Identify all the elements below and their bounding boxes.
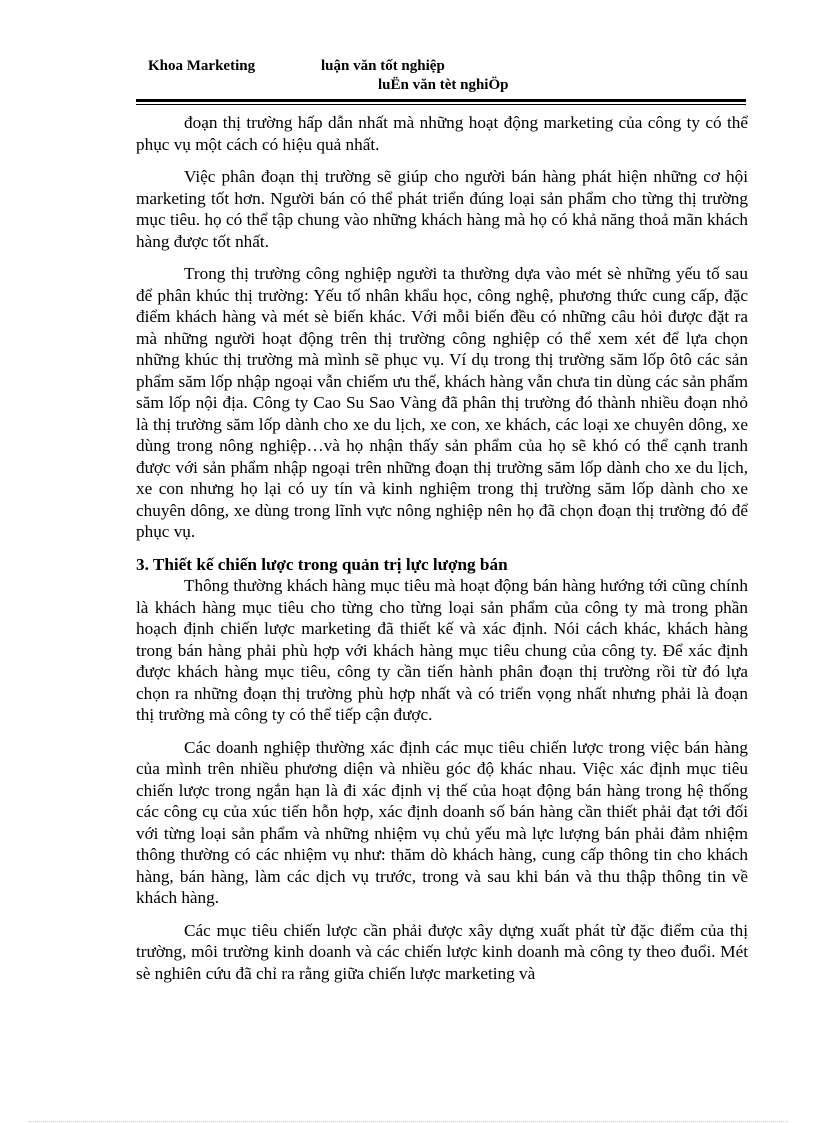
- paragraph-6: Các mục tiêu chiến lược cần phải được xây dựng xuất phát từ đặc điểm của thị trường, môi trường kinh doanh và các chiến lược kinh doanh mà công ty theo đuổi. Mét sè nghiên cứu đã chỉ ra rằng giữa chiến lược marketing và: [136, 920, 748, 983]
- header-title: luận văn tốt nghiệp: [321, 58, 445, 74]
- paragraph-1: đoạn thị trường hấp dẫn nhất mà những hoạt động marketing của công ty có thể phục vụ một cách có hiệu quả nhất.: [136, 113, 748, 154]
- header-rule-thin: [136, 104, 746, 105]
- paragraph-5: Các doanh nghiệp thường xác định các mục tiêu chiến lược trong việc bán hàng của mình trên nhiều phương diện và nhiều góc độ khác nhau. Việc xác định mục tiêu chiến lược trong ngắn hạn là đi xác định vị thế của hoạt động bán hàng trong hệ thống các công cụ của xúc tiến hỗn hợp, xác định doanh số bán hàng cần thiết phải đạt tới đối với từng loại sản phẩm và những nhiệm vụ chủ yếu mà lực lượng bán phải đảm nhiệm thông thường có các nhiệm vụ như: thăm dò khách hàng, cung cấp thông tin cho khách hàng, bán hàng, làm các dịch vụ trước, trong và sau khi bán và thu thập thông tin về khách hàng.: [136, 737, 748, 907]
- paragraph-4: Thông thường khách hàng mục tiêu mà hoạt động bán hàng hướng tới cũng chính là khách hàng mục tiêu cho từng cho từng loại sản phẩm của công ty mà trong phần hoạch định chiến lược marketing đã thiết kế và xác định. Nói cách khác, khách hàng trong bán hàng phải phù hợp với khách hàng mục tiêu chung của công ty. Để xác định được khách hàng mục tiêu, công ty cần tiến hành phân đoạn thị trường rồi từ đó lựa chọn ra những đoạn thị trường phù hợp nhất và có triển vọng nhất nhưng phải là đoạn thị trường mà công ty có thể tiếp cận được.: [136, 576, 748, 724]
- page-header: [148, 56, 748, 100]
- header-subtitle: luËn văn tèt nghiÖp: [378, 77, 509, 93]
- section-heading: 3. Thiết kế chiến lược trong quản trị lực lượng bán: [136, 554, 508, 574]
- page-bottom-border: [28, 1121, 788, 1122]
- paragraph-2: Việc phân đoạn thị trường sẽ giúp cho người bán hàng phát hiện những cơ hội marketing tốt hơn. Người bán có thể phát triển đúng loại sản phẩm cho từng thị trường mục tiêu. họ có thể tập chung vào những khách hàng mà họ có khả năng thoả mãn khách hàng được tốt nhất.: [136, 167, 748, 251]
- header-rule-thick: [136, 99, 746, 102]
- body-text: [136, 112, 748, 995]
- paragraph-3: Trong thị trường công nghiệp người ta thường dựa vào mét sè những yếu tố sau để phân khúc thị trường: Yếu tố nhân khẩu học, công nghệ, phương thức cung cấp, đặc điểm khách hàng và mét sè biến khác. Với mỗi biến đều có những câu hỏi được đặt ra mà những người hoạt động trên thị trường công nghiệp có thể xem xét để lựa chọn những khúc thị trường mà mình sẽ phục vụ. Ví dụ trong thị trường săm lốp ôtô các sản phẩm săm lốp nhập ngoại vẫn chiếm ưu thế, khách hàng vẫn chưa tin dùng các sản phẩm săm lốp nội địa. Công ty Cao Su Sao Vàng đã phân thị trường đó thành nhiều đoạn nhỏ là thị trường săm lốp dành cho xe du lịch, xe con, xe khách, các loại xe chuyên dông, xe dùng trong nông nghiệp…và họ nhận thấy sản phẩm của họ sẽ khó có thể cạnh tranh được với sản phẩm nhập ngoại trên những đoạn thị trường săm lốp dành cho xe du lịch, xe con nhưng họ lại có uy tín và kinh nghiệm trong thị trường săm lốp dành cho xe chuyên dông, xe dùng trong lĩnh vực nông nghiệp nên họ đã chọn đoạn thị trường đó để phục vụ.: [136, 264, 748, 541]
- header-department: Khoa Marketing: [148, 58, 256, 74]
